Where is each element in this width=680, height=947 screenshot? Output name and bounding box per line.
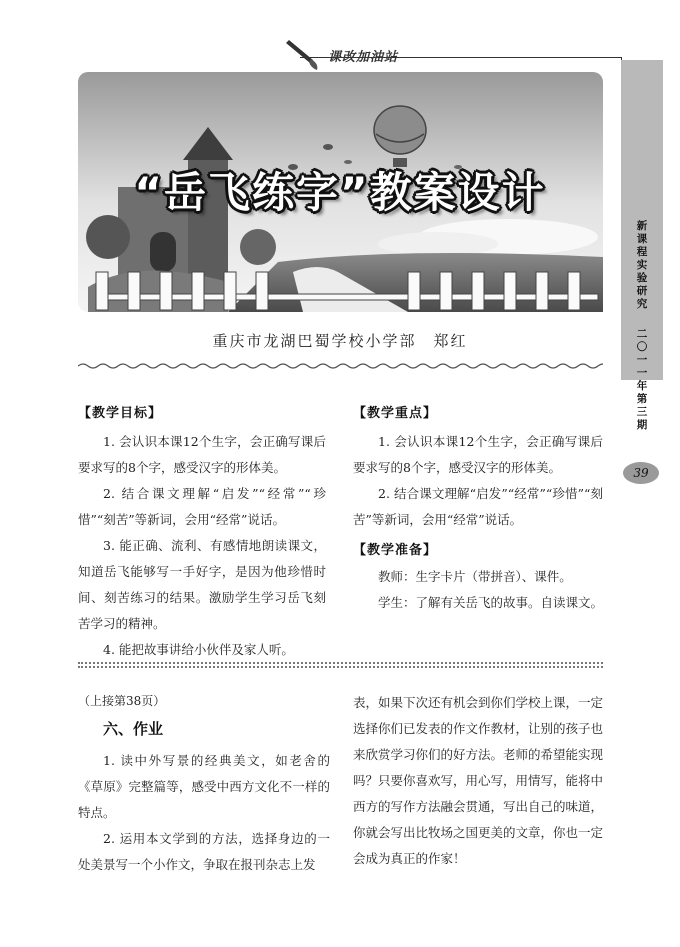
preparation-item: 教师：生字卡片（带拼音）、课件。: [378, 569, 572, 584]
issue-label: 二〇一一年第三期: [636, 328, 648, 431]
homework-item: 1. 读中外写景的经典美文，如老舍的《草原》完整篇等，感受中西方文化不一样的特点。: [78, 753, 330, 820]
homework-title: 六、作业: [103, 720, 164, 738]
key-point-item: 2. 结合课文理解“启发”“经常”“珍惜”“刻苦”等新词，会用“经常”说话。: [353, 486, 603, 527]
preparation-item: 学生：了解有关岳飞的故事。自读课文。: [378, 595, 604, 610]
homework-right: [353, 690, 603, 872]
wavy-divider: [78, 362, 603, 370]
homework-item: 2. 运用本文学到的方法，选择身边的一处美景写一个小作文，争取在报刊杂志上发: [78, 831, 330, 872]
homework-continuation: 表，如果下次还有机会到你们学校上课，一定选择你们已发表的作文作教材，让别的孩子也来欣赏学习你们的好方法。老师的希望能实现吗？只要你喜欢写，用心写，用情写，能将中西方的写作方法融会贯通，写出自己的味道，你就会写出比牧场之国更美的文章，你也一定会成为真正的作家！: [353, 695, 604, 866]
objective-item: 3. 能正确、流利、有感情地朗读课文，知道岳飞能够写一手好字，是因为他珍惜时间、刻苦练习的结果。激励学生学习岳飞刻苦学习的精神。: [78, 538, 326, 631]
homework-left: [78, 748, 330, 878]
key-points-heading: 【教学重点】: [353, 406, 438, 421]
preparation-heading: 【教学准备】: [353, 543, 438, 558]
header-rule: [300, 57, 622, 58]
page-number: 39: [623, 462, 659, 484]
section-divider: [78, 666, 603, 668]
objectives-heading: 【教学目标】: [78, 406, 163, 421]
key-point-item: 1. 会认识本课12个生字，会正确写课后要求写的8个字，感受汉字的形体美。: [353, 434, 603, 475]
objective-item: 4. 能把故事讲给小伙伴及家人听。: [103, 642, 294, 657]
column-name: 课改加油站: [328, 50, 399, 65]
brush-icon: [283, 38, 323, 72]
journal-name: 新课程实验研究: [636, 220, 648, 310]
continued-note: （上接第38页）: [78, 694, 166, 708]
key-points-section: [353, 402, 603, 616]
objective-item: 1. 会认识本课12个生字，会正确写课后要求写的8个字，感受汉字的形体美。: [78, 434, 326, 475]
objectives-section: [78, 402, 326, 663]
article-title: “岳飞练字”教案设计: [134, 168, 546, 217]
section-divider: [78, 662, 603, 664]
sidebar: [621, 60, 663, 431]
objective-item: 2. 结合课文理解“启发”“经常”“珍惜”“刻苦”等新词，会用“经常”说话。: [78, 486, 326, 527]
article-author: 重庆市龙湖巴蜀学校小学部 郑红: [212, 332, 468, 350]
